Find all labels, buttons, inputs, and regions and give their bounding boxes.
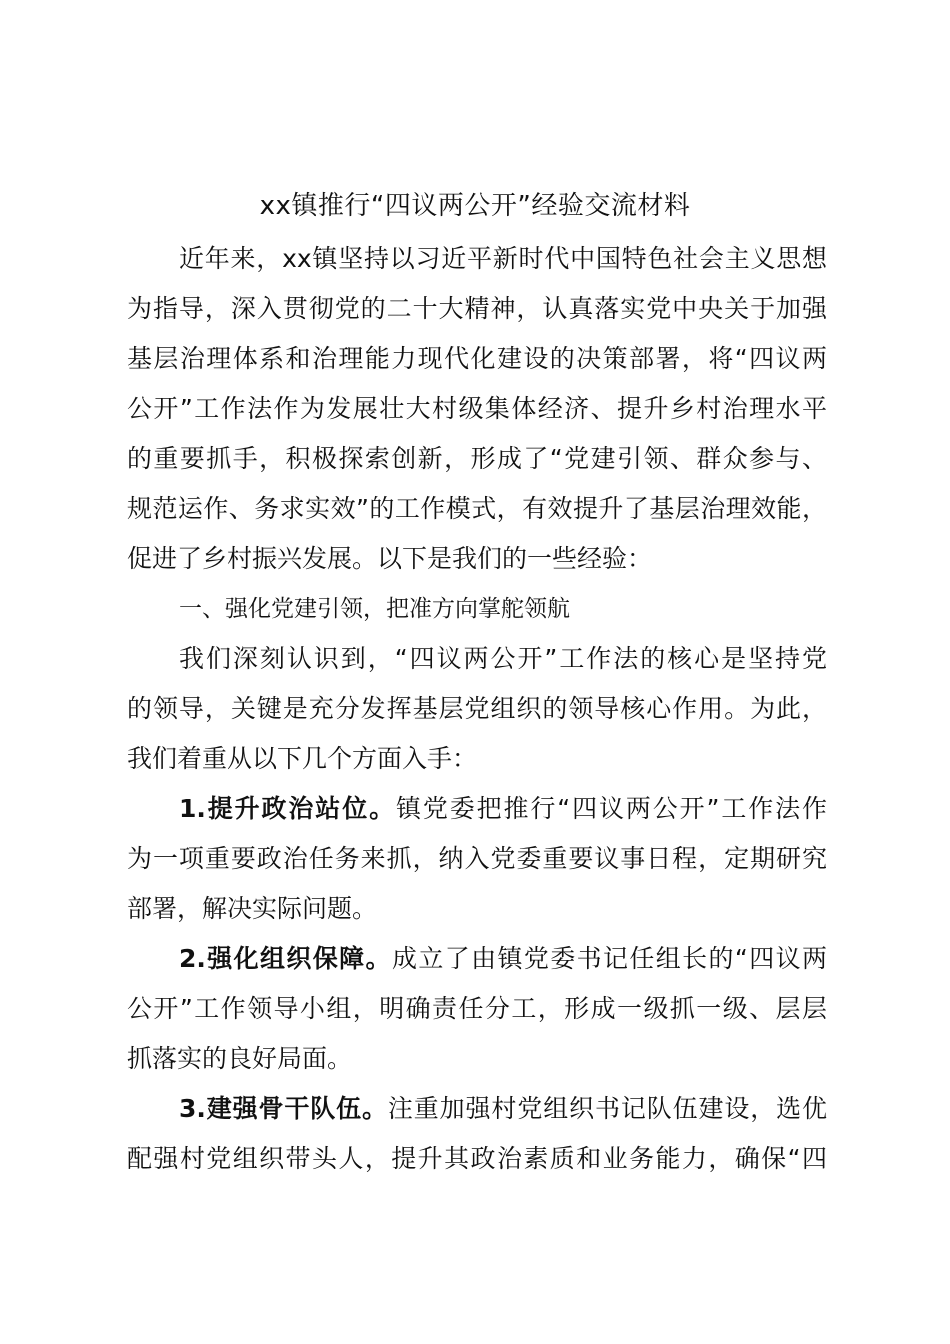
paragraph-line: 规范运作、务求实效”的工作模式，有效提升了基层治理效能，	[127, 494, 827, 523]
list-item-first-line	[127, 1084, 827, 1134]
paragraph-line: 基层治理体系和治理能力现代化建设的决策部署，将“四议两	[127, 344, 827, 373]
list-item-first-line	[127, 934, 827, 984]
paragraph-line: 为指导，深入贯彻党的二十大精神，认真落实党中央关于加强	[127, 294, 827, 323]
paragraph-line: 的领导，关键是充分发挥基层党组织的领导核心作用。为此，	[127, 694, 827, 723]
list-item-first-line	[127, 784, 827, 834]
document-body	[127, 234, 827, 1184]
list-item-text: 镇党委把推行“四议两公开”工作法作	[395, 794, 827, 823]
paragraph-line: 为一项重要政治任务来抓，纳入党委重要议事日程，定期研究	[127, 844, 827, 873]
paragraph-line: 抓落实的良好局面。	[127, 1044, 353, 1073]
document-title: xx镇推行“四议两公开”经验交流材料	[259, 191, 691, 221]
paragraph-line: 公开”工作领导小组，明确责任分工，形成一级抓一级、层层	[127, 994, 827, 1023]
paragraph-line: 部署，解决实际问题。	[127, 894, 378, 923]
list-item-label: 2.强化组织保障。	[179, 944, 392, 973]
paragraph-line: 的重要抓手，积极探索创新，形成了“党建引领、群众参与、	[127, 444, 827, 473]
section-heading: 一、强化党建引领，把准方向掌舵领航	[179, 596, 570, 622]
paragraph-line: 配强村党组织带头人，提升其政治素质和业务能力，确保“四	[127, 1144, 827, 1173]
list-item-label: 3.建强骨干队伍。	[179, 1094, 388, 1123]
list-item-label: 1.提升政治站位。	[179, 794, 396, 823]
paragraph-line: 公开”工作法作为发展壮大村级集体经济、提升乡村治理水平	[127, 394, 827, 423]
paragraph-line: 我们着重从以下几个方面入手：	[127, 744, 478, 773]
paragraph-line: 促进了乡村振兴发展。以下是我们的一些经验：	[127, 544, 653, 573]
list-item-text: 注重加强村党组织书记队伍建设，选优	[387, 1094, 827, 1123]
paragraph-line: 近年来，xx镇坚持以习近平新时代中国特色社会主义思想	[179, 244, 827, 273]
list-item-text: 成立了由镇党委书记任组长的“四议两	[391, 944, 827, 973]
paragraph-line: 我们深刻认识到，“四议两公开”工作法的核心是坚持党	[179, 644, 827, 673]
